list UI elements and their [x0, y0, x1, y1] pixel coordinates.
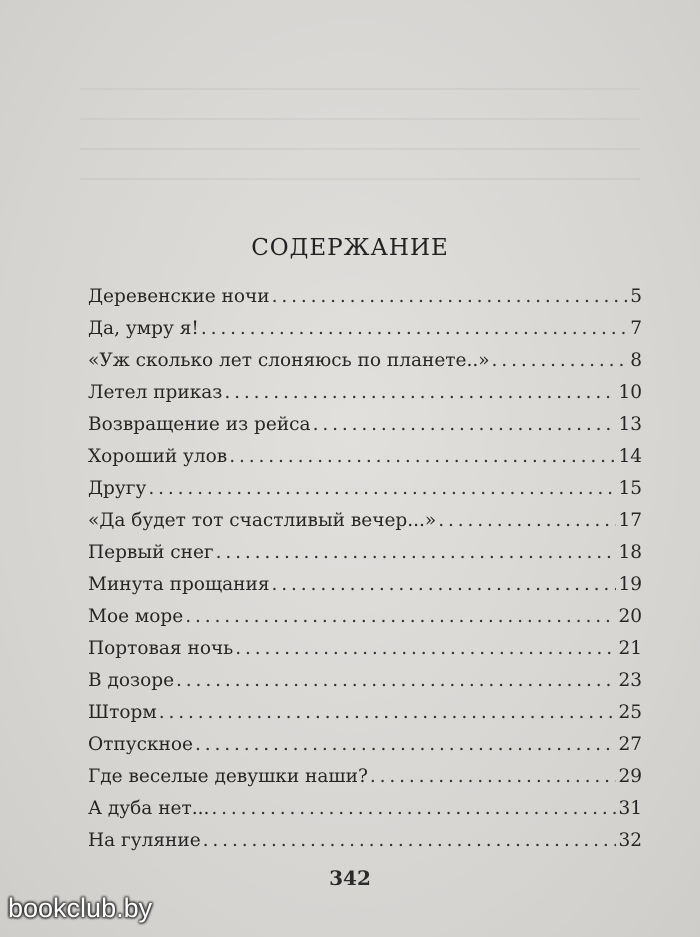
toc-entry-title: Летел приказ	[88, 382, 223, 403]
toc-entry-title: Другу	[88, 478, 147, 499]
leader-dots	[272, 569, 617, 601]
toc-entry-page: 15	[618, 478, 642, 499]
toc-entry-page: 25	[618, 702, 642, 723]
leader-dots	[211, 793, 616, 825]
leader-dots	[185, 601, 616, 633]
toc-entry	[88, 505, 642, 537]
toc-entry-page: 32	[618, 830, 642, 851]
toc-entry-page: 7	[630, 318, 642, 339]
toc-entry	[88, 697, 642, 729]
toc-entry-page: 31	[618, 798, 642, 819]
toc-entry-title: Возвращение из рейса	[88, 414, 311, 435]
toc-entry-page: 29	[618, 766, 642, 787]
toc-entry-page: 19	[618, 574, 642, 595]
toc-entry-title: Деревенские ночи	[88, 286, 270, 307]
toc-entry-title: Отпускное	[88, 734, 193, 755]
bleed-through-text	[80, 60, 640, 210]
page-title: СОДЕРЖАНИЕ	[251, 235, 449, 262]
toc-entry	[88, 601, 642, 633]
toc-entry-page: 21	[618, 638, 642, 659]
leader-dots	[148, 473, 616, 505]
leader-dots	[229, 441, 616, 473]
toc-entry-page: 18	[618, 542, 642, 563]
toc-entry-page: 23	[618, 670, 642, 691]
toc-entry	[88, 569, 642, 601]
toc-entry-title: Где веселые девушки наши?	[88, 766, 368, 787]
leader-dots	[176, 665, 616, 697]
toc-entry	[88, 473, 642, 505]
toc-entry-title: «Да будет тот счастливый вечер...»	[88, 510, 437, 531]
toc-entry-title: «Уж сколько лет слоняюсь по планете..»	[88, 350, 490, 371]
leader-dots	[235, 633, 616, 665]
toc-entry	[88, 281, 642, 313]
toc-entry	[88, 537, 642, 569]
toc-entry	[88, 313, 642, 345]
toc-entry	[88, 729, 642, 761]
leader-dots	[216, 537, 617, 569]
toc-entry-title: Хороший улов	[88, 446, 228, 467]
toc-entry	[88, 793, 642, 825]
toc-entry-title: Минута прощания	[88, 574, 270, 595]
toc-entry-page: 8	[630, 350, 642, 371]
leader-dots	[272, 281, 629, 313]
toc-entry-page: 17	[618, 510, 642, 531]
page-number: 342	[329, 866, 371, 890]
toc-entry-page: 14	[618, 446, 642, 467]
toc-entry-page: 5	[630, 286, 642, 307]
toc-entry-title: На гуляние	[88, 830, 201, 851]
toc-entry-page: 27	[618, 734, 642, 755]
leader-dots	[492, 345, 629, 377]
leader-dots	[203, 825, 617, 857]
toc-entry	[88, 761, 642, 793]
toc-entry	[88, 377, 642, 409]
toc-entry	[88, 633, 642, 665]
toc-entry-title: Первый снег	[88, 542, 214, 563]
toc-entry-page: 10	[618, 382, 642, 403]
toc-entry-page: 20	[618, 606, 642, 627]
toc-entry	[88, 665, 642, 697]
leader-dots	[201, 313, 628, 345]
toc-entry-page: 13	[618, 414, 642, 435]
toc-entry-title: Мое море	[88, 606, 184, 627]
leader-dots	[224, 377, 616, 409]
leader-dots	[370, 761, 617, 793]
toc-entry-title: В дозоре	[88, 670, 175, 691]
leader-dots	[313, 409, 617, 441]
leader-dots	[195, 729, 616, 761]
toc-entry-title: Да, умру я!	[88, 318, 199, 339]
leader-dots	[159, 697, 617, 729]
toc-entry-title: Портовая ночь	[88, 638, 234, 659]
toc-entry	[88, 345, 642, 377]
toc-entry-title: А дуба нет...	[88, 798, 210, 819]
toc-entry	[88, 441, 642, 473]
toc-entry-title: Шторм	[88, 702, 157, 723]
table-of-contents	[88, 281, 642, 857]
toc-entry	[88, 825, 642, 857]
toc-entry	[88, 409, 642, 441]
leader-dots	[438, 505, 616, 537]
watermark: bookclub.by	[8, 893, 153, 923]
